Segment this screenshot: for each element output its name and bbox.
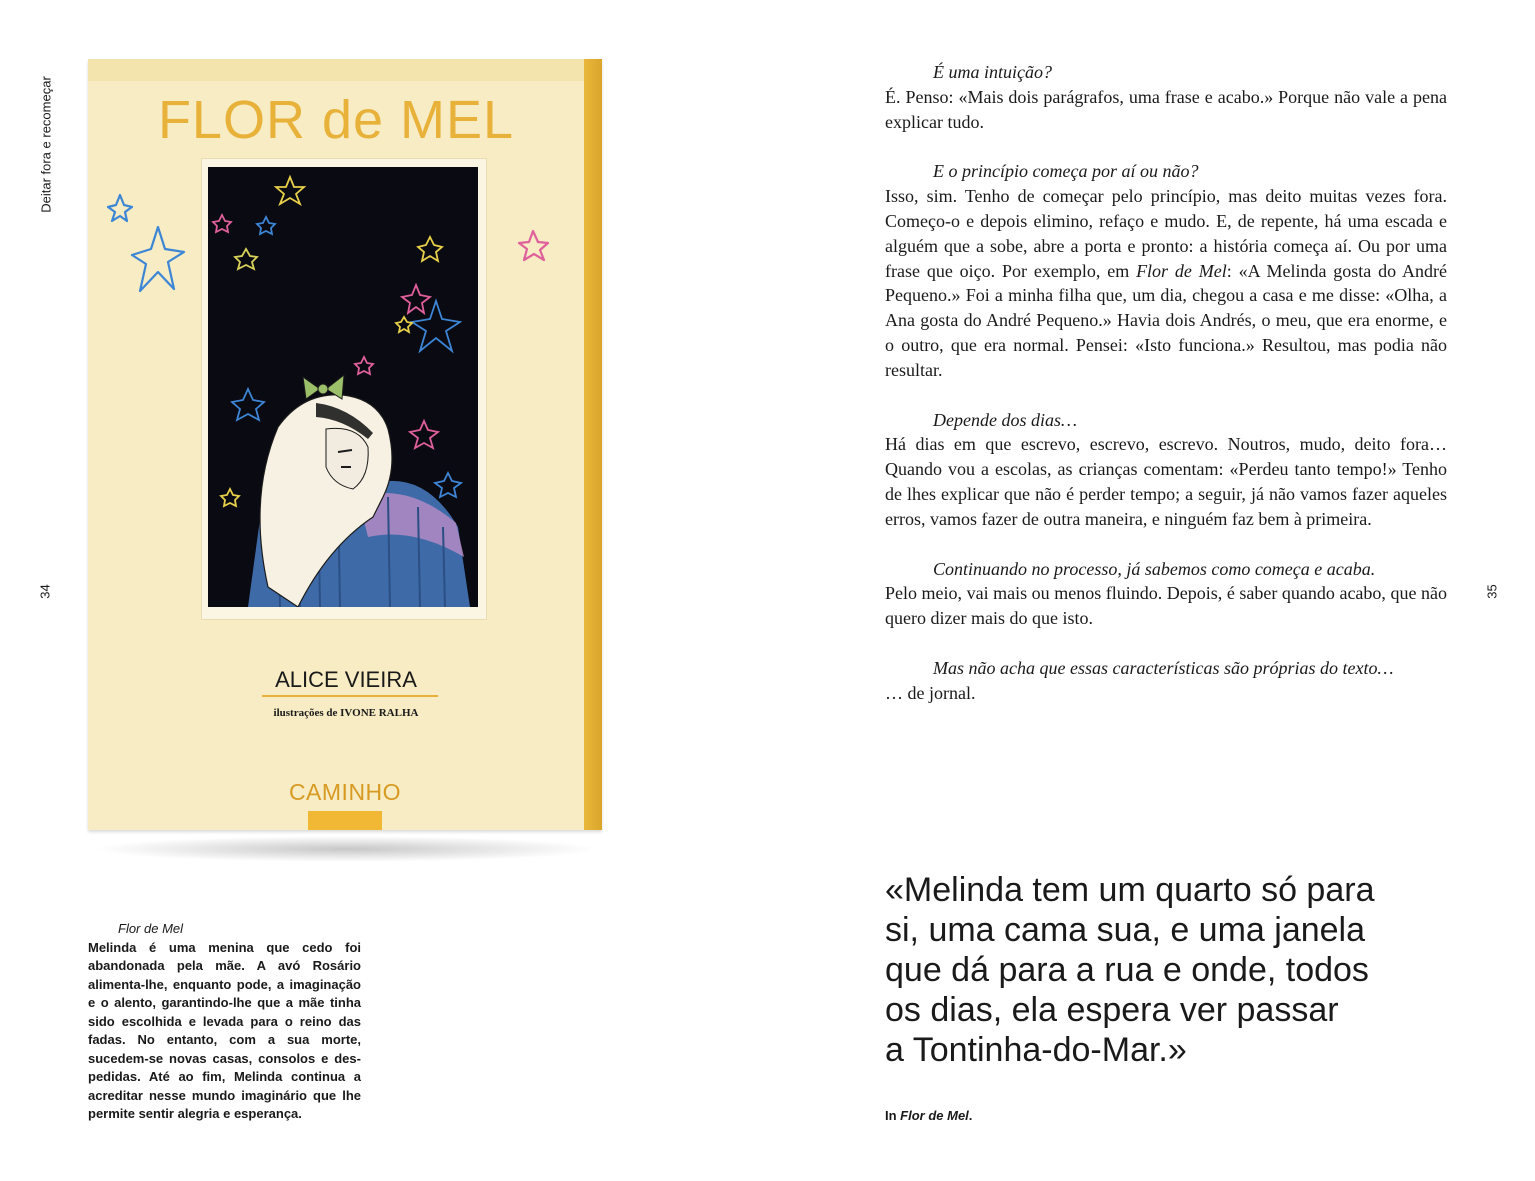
interview-question: Mas não acha que essas características são próprias do texto… [933,657,1394,678]
interview-answer: … de jornal. [885,682,976,703]
cover-illustrator: ilustrações de IVONE RALHA [273,707,419,719]
quote-source: In Flor de Mel. [885,1108,973,1123]
interview-item [885,159,1447,382]
page-number-right: 35 [1484,584,1500,599]
left-page [0,0,767,1181]
running-head: Deitar fora e recomeçar [38,76,54,213]
interview-text [885,60,1447,731]
interview-question: É uma intuição? [933,62,1052,82]
caption-text: Melinda é uma menina que cedo foi abandonada pela mãe. A avó Rosário alimenta-lhe, enquanto pode, a imaginação e o alento, garantindo-lhe que a mãe tinha sido escolhida e levada para o reino das fadas. No entanto, com a sua morte, sucedem-se novas casas, consolos e despedidas. Até ao fim, Melinda continua a acreditar nesse mundo imaginário que lhe permite sentir alegria e esperança. [88,939,361,1121]
page-number-left: 34 [37,584,53,599]
pull-quote-line: si, uma cama sua, e uma janela [885,911,1366,949]
pull-quote [885,870,1455,1070]
cover-shadow [92,836,600,862]
interview-question: Continuando no processo, já sabemos como começa e acaba. [933,558,1376,579]
pull-quote-line: «Melinda tem um quarto só para [885,871,1375,909]
star-icon [132,227,184,291]
cover-title: FLOR de MEL [157,90,515,150]
cover-publisher-tab [308,811,382,830]
pull-quote-line: que dá para a rua e onde, todos [885,951,1369,989]
interview-item [885,557,1447,631]
pull-quote-line: os dias, ela espera ver passar [885,991,1339,1029]
interview-item [885,656,1447,706]
girl-with-stars-illustration [208,167,478,607]
star-icon [108,195,132,221]
interview-item [885,408,1447,532]
source-title: Flor de Mel [900,1108,969,1123]
interview-question: Depende dos dias… [933,409,1077,430]
book-title-inline: Flor de Mel [1136,260,1227,281]
interview-answer: É. Penso: «Mais dois parágrafos, uma frase e acabo.» Porque não vale a pena explicar tudo. [885,86,1447,132]
cover-spine [584,59,602,830]
interview-answer: Há dias em que escrevo, escrevo, escrevo. Noutros, mudo, deito fora… Quando vou a escolas, as crianças comentam: «Perdeu tanto tempo!» Tenho de lhes explicar que não é perder tempo; a seguir, já não vamos fazer aqueles erros, vamos fazer de outra maneira, e ninguém faz bem à primeira. [885,434,1447,529]
interview-answer: Pelo meio, vai mais ou menos fluindo. Depois, é saber quando acabo, que não quero dizer mais do que isto. [885,583,1447,629]
star-icon [519,231,548,260]
book-cover [88,59,602,830]
cover-caption [88,920,361,1124]
cover-publisher-logo: CAMINHO [288,779,402,805]
cover-author-underline [262,695,438,697]
interview-item [885,60,1447,134]
pull-quote-line: a Tontinha-do-Mar.» [885,1031,1187,1069]
cover-author: ALICE VIEIRA [275,667,417,692]
interview-question: E o princípio começa por aí ou não? [933,161,1199,182]
interview-answer: Isso, sim. Tenho de começar pelo princípio, mas deito muitas vezes fora. Começo-o e depois elimino, refaço e mudo. E, de repente, há uma escada e alguém que a sobe, abre a porta e pronto: a história começa aí. Ou por uma frase que oiço. Por exemplo, em Flor de Mel: «A Melinda gosta do André Pequeno.» Foi a minha filha que, um dia, chegou a casa e me disse: «Olha, a Ana gosta do André Pequeno.» Havia dois Andrés, o meu, que era enorme, e o outro, que era normal. Pensei: «Isto funciona.» Resultou, mas podia não resultar. [885,186,1447,380]
caption-title: Flor de Mel [118,921,184,936]
